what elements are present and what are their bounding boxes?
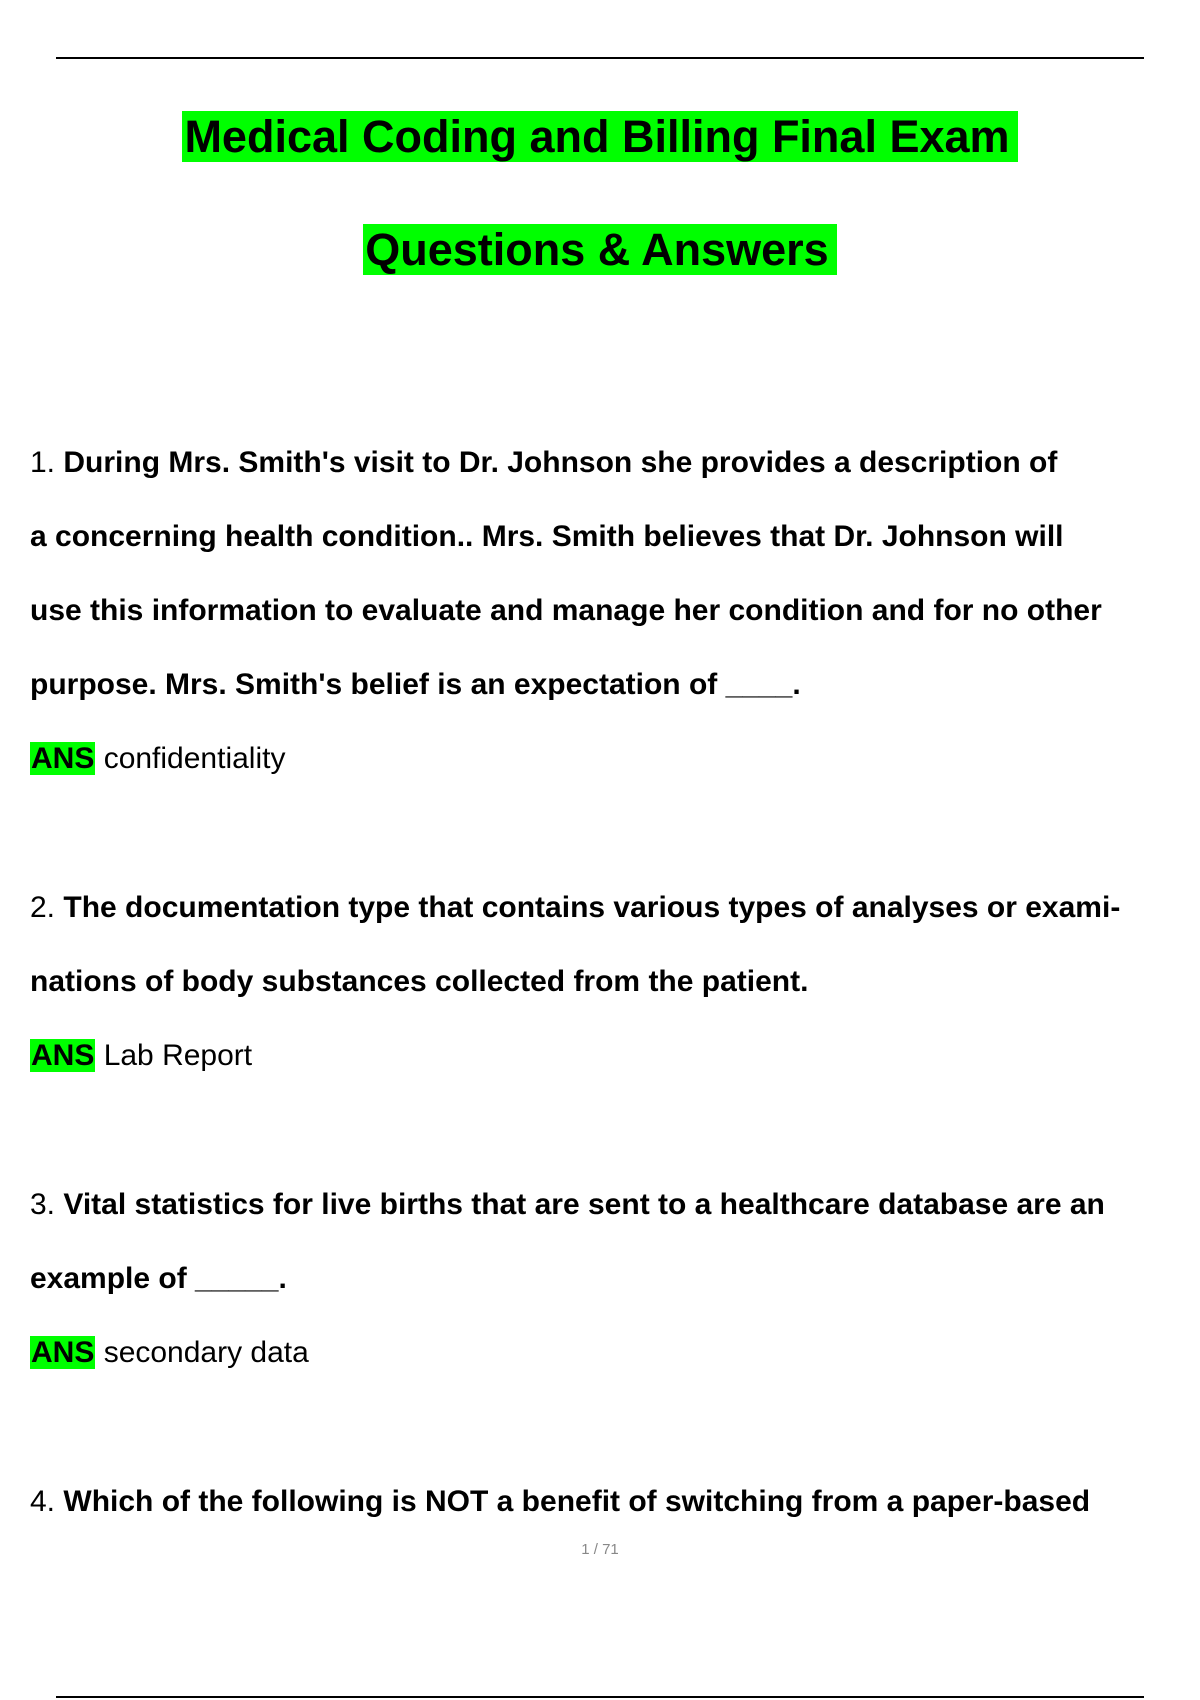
question-text	[30, 1465, 1190, 1539]
question-text	[30, 871, 1190, 1019]
bottom-divider	[56, 1696, 1144, 1698]
question-line: nations of body substances collected from the patient.	[30, 965, 809, 998]
answer-text: Lab Report	[103, 1039, 253, 1072]
title-highlight: Questions & Answers	[363, 224, 836, 275]
answer-text: confidentiality	[103, 742, 286, 775]
question-text	[30, 426, 1190, 722]
question-block-3	[30, 1168, 1190, 1390]
question-line	[30, 1168, 1190, 1242]
question-line	[30, 1465, 1190, 1539]
question-block-1	[30, 426, 1190, 796]
question-line-text: Vital statistics for live births that are sent to a healthcare database are an	[63, 1188, 1105, 1221]
question-number: 2.	[30, 891, 56, 924]
question-line-text: The documentation type that contains various types of analyses or exami-	[63, 891, 1121, 924]
answer-row	[30, 1019, 1190, 1093]
question-line: purpose. Mrs. Smith's belief is an expectation of ____.	[30, 668, 801, 701]
answer-row	[30, 1316, 1190, 1390]
question-block-4	[30, 1465, 1190, 1539]
question-line-text: Which of the following is NOT a benefit of switching from a paper-based	[63, 1485, 1091, 1518]
answer-tag: ANS	[31, 1336, 95, 1369]
answer-row	[30, 722, 1190, 796]
answer-text: secondary data	[103, 1336, 309, 1369]
answer-tag: ANS	[31, 1039, 95, 1072]
question-line: use this information to evaluate and manage her condition and for no other	[30, 594, 1102, 627]
question-number: 1.	[30, 446, 56, 479]
question-line-text: During Mrs. Smith's visit to Dr. Johnson she provides a description of	[63, 446, 1058, 479]
page-number: 1 / 71	[581, 1541, 619, 1558]
document-title-line-1	[0, 109, 1200, 165]
document-title-line-2	[0, 222, 1200, 278]
question-line	[30, 871, 1190, 945]
question-line: example of _____.	[30, 1262, 287, 1295]
question-text	[30, 1168, 1190, 1316]
question-number: 3.	[30, 1188, 56, 1221]
question-number: 4.	[30, 1485, 56, 1518]
question-line: a concerning health condition.. Mrs. Smith believes that Dr. Johnson will	[30, 520, 1064, 553]
top-divider	[56, 57, 1144, 59]
title-highlight: Medical Coding and Billing Final Exam	[182, 111, 1017, 162]
question-block-2	[30, 871, 1190, 1093]
question-line	[30, 426, 1190, 500]
answer-tag: ANS	[31, 742, 95, 775]
